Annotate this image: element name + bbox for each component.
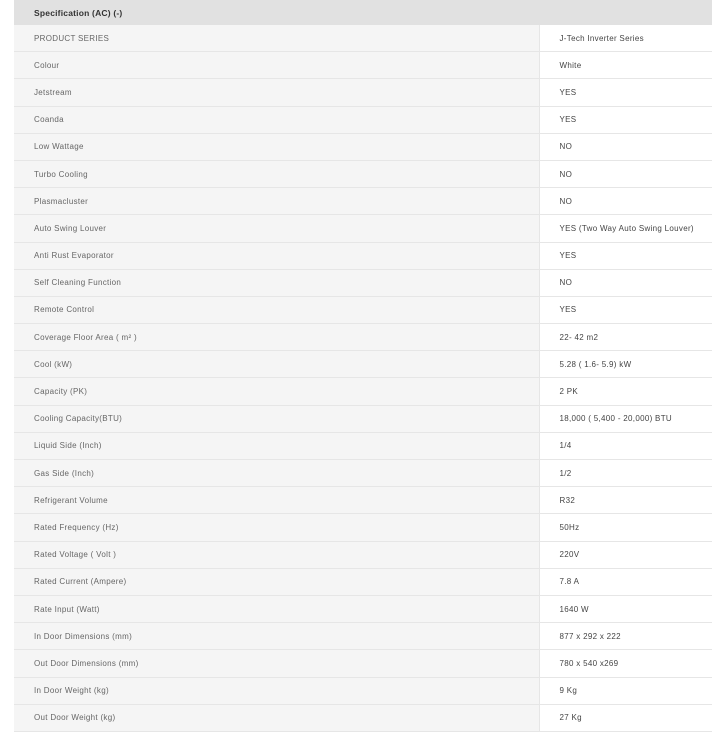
spec-row: [14, 514, 712, 541]
spec-value: R32: [539, 487, 712, 514]
spec-row: [14, 432, 712, 459]
spec-value: 7.8 A: [539, 568, 712, 595]
spec-value: 27 Kg: [539, 704, 712, 731]
spec-row: [14, 460, 712, 487]
spec-row: [14, 568, 712, 595]
spec-row: [14, 677, 712, 704]
spec-label: Anti Rust Evaporator: [14, 242, 539, 269]
spec-label: Capacity (PK): [14, 378, 539, 405]
spec-value: 1/4: [539, 432, 712, 459]
spec-row: [14, 25, 712, 52]
spec-row: [14, 160, 712, 187]
spec-row: [14, 188, 712, 215]
spec-value: YES: [539, 242, 712, 269]
spec-label: Coverage Floor Area ( m² ): [14, 324, 539, 351]
spec-row: [14, 595, 712, 622]
specification-table-body: [14, 25, 712, 731]
spec-value: NO: [539, 133, 712, 160]
spec-value: NO: [539, 188, 712, 215]
spec-label: Colour: [14, 52, 539, 79]
spec-label: In Door Dimensions (mm): [14, 623, 539, 650]
specification-header[interactable]: [14, 0, 712, 25]
spec-value: NO: [539, 269, 712, 296]
spec-label: Out Door Dimensions (mm): [14, 650, 539, 677]
spec-value: 9 Kg: [539, 677, 712, 704]
spec-value: 18,000 ( 5,400 - 20,000) BTU: [539, 405, 712, 432]
spec-label: Remote Control: [14, 296, 539, 323]
specification-panel: [14, 0, 712, 732]
spec-label: Out Door Weight (kg): [14, 704, 539, 731]
spec-row: [14, 133, 712, 160]
spec-row: [14, 650, 712, 677]
spec-row: [14, 79, 712, 106]
specification-table: [14, 25, 712, 732]
spec-label: Plasmacluster: [14, 188, 539, 215]
spec-value: YES (Two Way Auto Swing Louver): [539, 215, 712, 242]
spec-row: [14, 541, 712, 568]
spec-row: [14, 296, 712, 323]
spec-label: Rate Input (Watt): [14, 595, 539, 622]
spec-label: Liquid Side (Inch): [14, 432, 539, 459]
spec-row: [14, 351, 712, 378]
spec-value: 22- 42 m2: [539, 324, 712, 351]
spec-label: Turbo Cooling: [14, 160, 539, 187]
spec-label: Self Cleaning Function: [14, 269, 539, 296]
spec-label: Coanda: [14, 106, 539, 133]
spec-row: [14, 52, 712, 79]
spec-row: [14, 106, 712, 133]
spec-label: Rated Frequency (Hz): [14, 514, 539, 541]
spec-value: 2 PK: [539, 378, 712, 405]
spec-label: PRODUCT SERIES: [14, 25, 539, 52]
spec-row: [14, 215, 712, 242]
spec-row: [14, 405, 712, 432]
spec-value: 877 x 292 x 222: [539, 623, 712, 650]
spec-label: In Door Weight (kg): [14, 677, 539, 704]
spec-value: YES: [539, 79, 712, 106]
spec-label: Gas Side (Inch): [14, 460, 539, 487]
spec-label: Auto Swing Louver: [14, 215, 539, 242]
spec-value: 780 x 540 x269: [539, 650, 712, 677]
spec-label: Refrigerant Volume: [14, 487, 539, 514]
spec-row: [14, 487, 712, 514]
spec-value: 5.28 ( 1.6- 5.9) kW: [539, 351, 712, 378]
spec-value: J-Tech Inverter Series: [539, 25, 712, 52]
spec-value: 1/2: [539, 460, 712, 487]
spec-row: [14, 324, 712, 351]
spec-label: Low Wattage: [14, 133, 539, 160]
specification-title: Specification (AC) (-): [34, 7, 123, 18]
spec-value: White: [539, 52, 712, 79]
spec-value: 220V: [539, 541, 712, 568]
spec-row: [14, 269, 712, 296]
spec-value: YES: [539, 106, 712, 133]
spec-row: [14, 704, 712, 731]
spec-label: Jetstream: [14, 79, 539, 106]
spec-row: [14, 378, 712, 405]
spec-label: Cooling Capacity(BTU): [14, 405, 539, 432]
spec-row: [14, 242, 712, 269]
spec-row: [14, 623, 712, 650]
spec-label: Cool (kW): [14, 351, 539, 378]
spec-value: NO: [539, 160, 712, 187]
spec-value: YES: [539, 296, 712, 323]
spec-value: 50Hz: [539, 514, 712, 541]
spec-label: Rated Voltage ( Volt ): [14, 541, 539, 568]
spec-label: Rated Current (Ampere): [14, 568, 539, 595]
spec-value: 1640 W: [539, 595, 712, 622]
